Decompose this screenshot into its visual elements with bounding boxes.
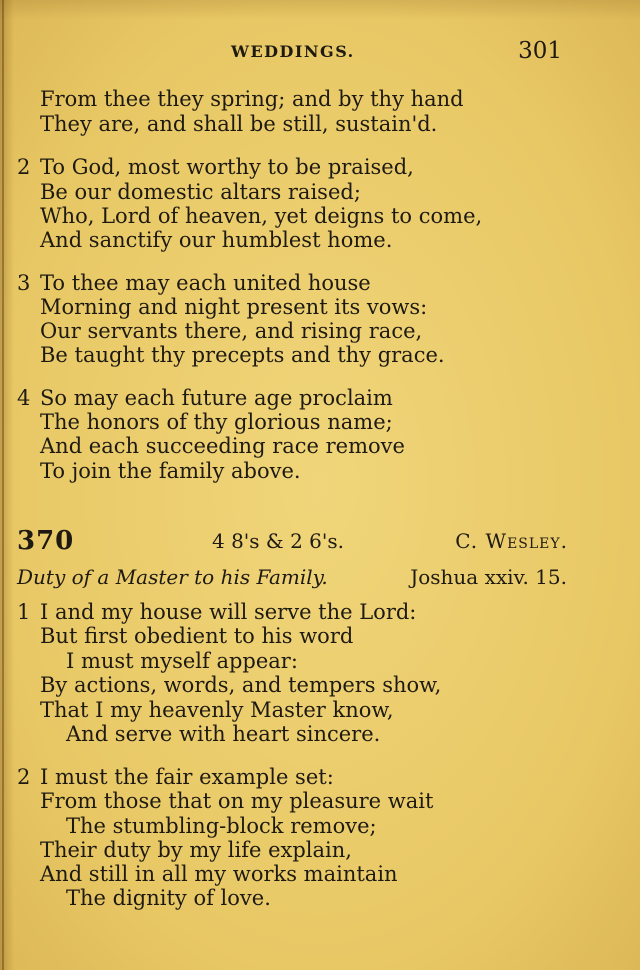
stanza-number: 3 <box>17 271 31 295</box>
verse-line: And serve with heart sincere. <box>66 722 381 746</box>
verse-line: From those that on my pleasure wait <box>40 789 434 813</box>
verse-line: So may each future age proclaim <box>40 386 393 410</box>
verse-line: From thee they spring; and by thy hand <box>40 87 464 111</box>
verse-line: That I my heavenly Master know, <box>40 698 394 722</box>
verse-line: Who, Lord of heaven, yet deigns to come, <box>40 204 483 228</box>
stanza-number: 1 <box>17 600 31 624</box>
verse-line: I and my house will serve the Lord: <box>40 600 417 624</box>
verse-line: Be taught thy precepts and thy grace. <box>40 343 445 367</box>
scripture-reference: Joshua xxiv. 15. <box>410 565 567 589</box>
hymn-subject: Duty of a Master to his Family. <box>17 565 328 589</box>
verse-line: The dignity of love. <box>66 886 271 910</box>
verse-line: Their duty by my life explain, <box>40 838 352 862</box>
verse-line: And still in all my works maintain <box>40 862 398 886</box>
stanza-number: 2 <box>17 155 31 179</box>
verse-line: To God, most worthy to be praised, <box>40 155 414 179</box>
verse-line: The honors of thy glorious name; <box>40 410 393 434</box>
verse-line: They are, and shall be still, sustain'd. <box>40 112 438 136</box>
verse-line: But first obedient to his word <box>40 624 354 648</box>
verse-line: The stumbling-block remove; <box>66 814 377 838</box>
verse-line: And each succeeding race remove <box>40 434 405 458</box>
verse-line: I must the fair example set: <box>40 765 334 789</box>
verse-line: To join the family above. <box>40 459 301 483</box>
verse-line: To thee may each united house <box>40 271 371 295</box>
binding-gutter <box>2 0 4 970</box>
verse-line: By actions, words, and tempers show, <box>40 673 442 697</box>
stanza-number: 2 <box>17 765 31 789</box>
verse-line: Our servants there, and rising race, <box>40 319 423 343</box>
page-number: 301 <box>518 38 562 64</box>
hymn-number: 370 <box>17 526 75 556</box>
verse-line: Morning and night present its vows: <box>40 295 428 319</box>
verse-line: Be our domestic altars raised; <box>40 180 361 204</box>
verse-line: I must myself appear: <box>66 649 298 673</box>
stanza-number: 4 <box>17 386 31 410</box>
page-header <box>0 38 640 68</box>
running-title: WEDDINGS. <box>231 42 355 61</box>
hymn-meter: 4 8's & 2 6's. <box>212 529 345 553</box>
hymn-author: C. Wesley. <box>455 529 568 553</box>
verse-line: And sanctify our humblest home. <box>40 228 393 252</box>
